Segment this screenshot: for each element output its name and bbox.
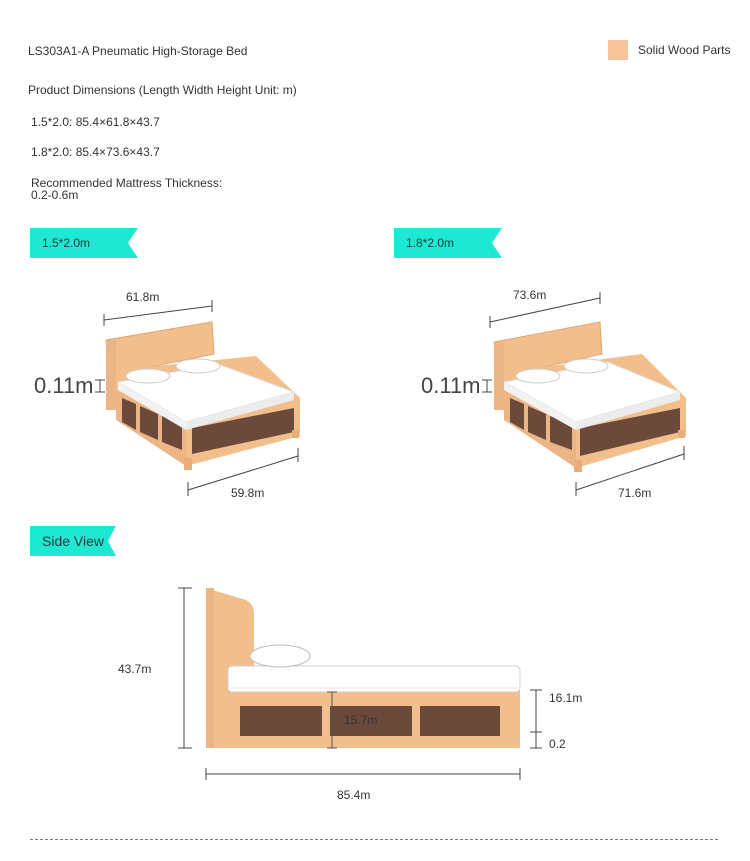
leg — [292, 430, 299, 438]
leg — [678, 430, 685, 438]
size-2-dimensions: 1.8*2.0: 85.4×73.6×43.7 — [31, 145, 160, 159]
pillow — [564, 359, 608, 373]
mattress-thickness — [31, 177, 222, 201]
headboard-post — [494, 342, 504, 410]
top-width-label: 61.8m — [126, 290, 160, 304]
side-view-illustration — [170, 580, 590, 790]
legend-label: Solid Wood Parts — [638, 43, 731, 57]
frame-height-label: 16.1m — [549, 691, 583, 705]
leg — [574, 460, 582, 472]
leg-height-label: 0.2 — [549, 737, 566, 751]
bottom-width-label: 71.6m — [618, 486, 652, 500]
clearance-label: 0.11m — [34, 373, 94, 398]
clearance-label: 0.11m — [421, 373, 481, 398]
tag-side-view — [30, 526, 116, 556]
pillow — [126, 369, 170, 383]
tag-label: Side View — [42, 533, 105, 549]
pillow — [176, 359, 220, 373]
top-width-line — [104, 306, 212, 320]
top-width-label: 73.6m — [513, 288, 547, 302]
dimensions-heading: Product Dimensions (Length Width Height Unit: m) — [28, 83, 297, 97]
tag-label: 1.8*2.0m — [406, 236, 455, 250]
headboard-post — [106, 340, 116, 410]
inner-height-label: 15.7m — [344, 713, 378, 727]
bottom-width-label: 59.8m — [231, 486, 265, 500]
size-1-dimensions: 1.5*2.0: 85.4×61.8×43.7 — [31, 115, 160, 129]
length-label: 85.4m — [337, 788, 371, 802]
tag-size-1-8 — [394, 228, 502, 258]
headboard-edge — [206, 588, 214, 748]
pillow — [250, 645, 310, 667]
product-title: LS303A1-A Pneumatic High-Storage Bed — [28, 44, 248, 58]
solid-wood-swatch — [608, 40, 628, 60]
drawer-panel — [420, 706, 500, 736]
tag-size-1-5 — [30, 228, 138, 258]
side-height-label: 43.7m — [118, 662, 152, 676]
section-divider — [30, 839, 718, 840]
mattress-thickness-label: Recommended Mattress Thickness: — [31, 176, 223, 190]
mattress-thickness-value: 0.2-0.6m — [31, 188, 79, 202]
drawer-panel — [240, 706, 322, 736]
tag-label: 1.5*2.0m — [42, 236, 91, 250]
leg — [184, 458, 192, 470]
pillow — [516, 369, 560, 383]
